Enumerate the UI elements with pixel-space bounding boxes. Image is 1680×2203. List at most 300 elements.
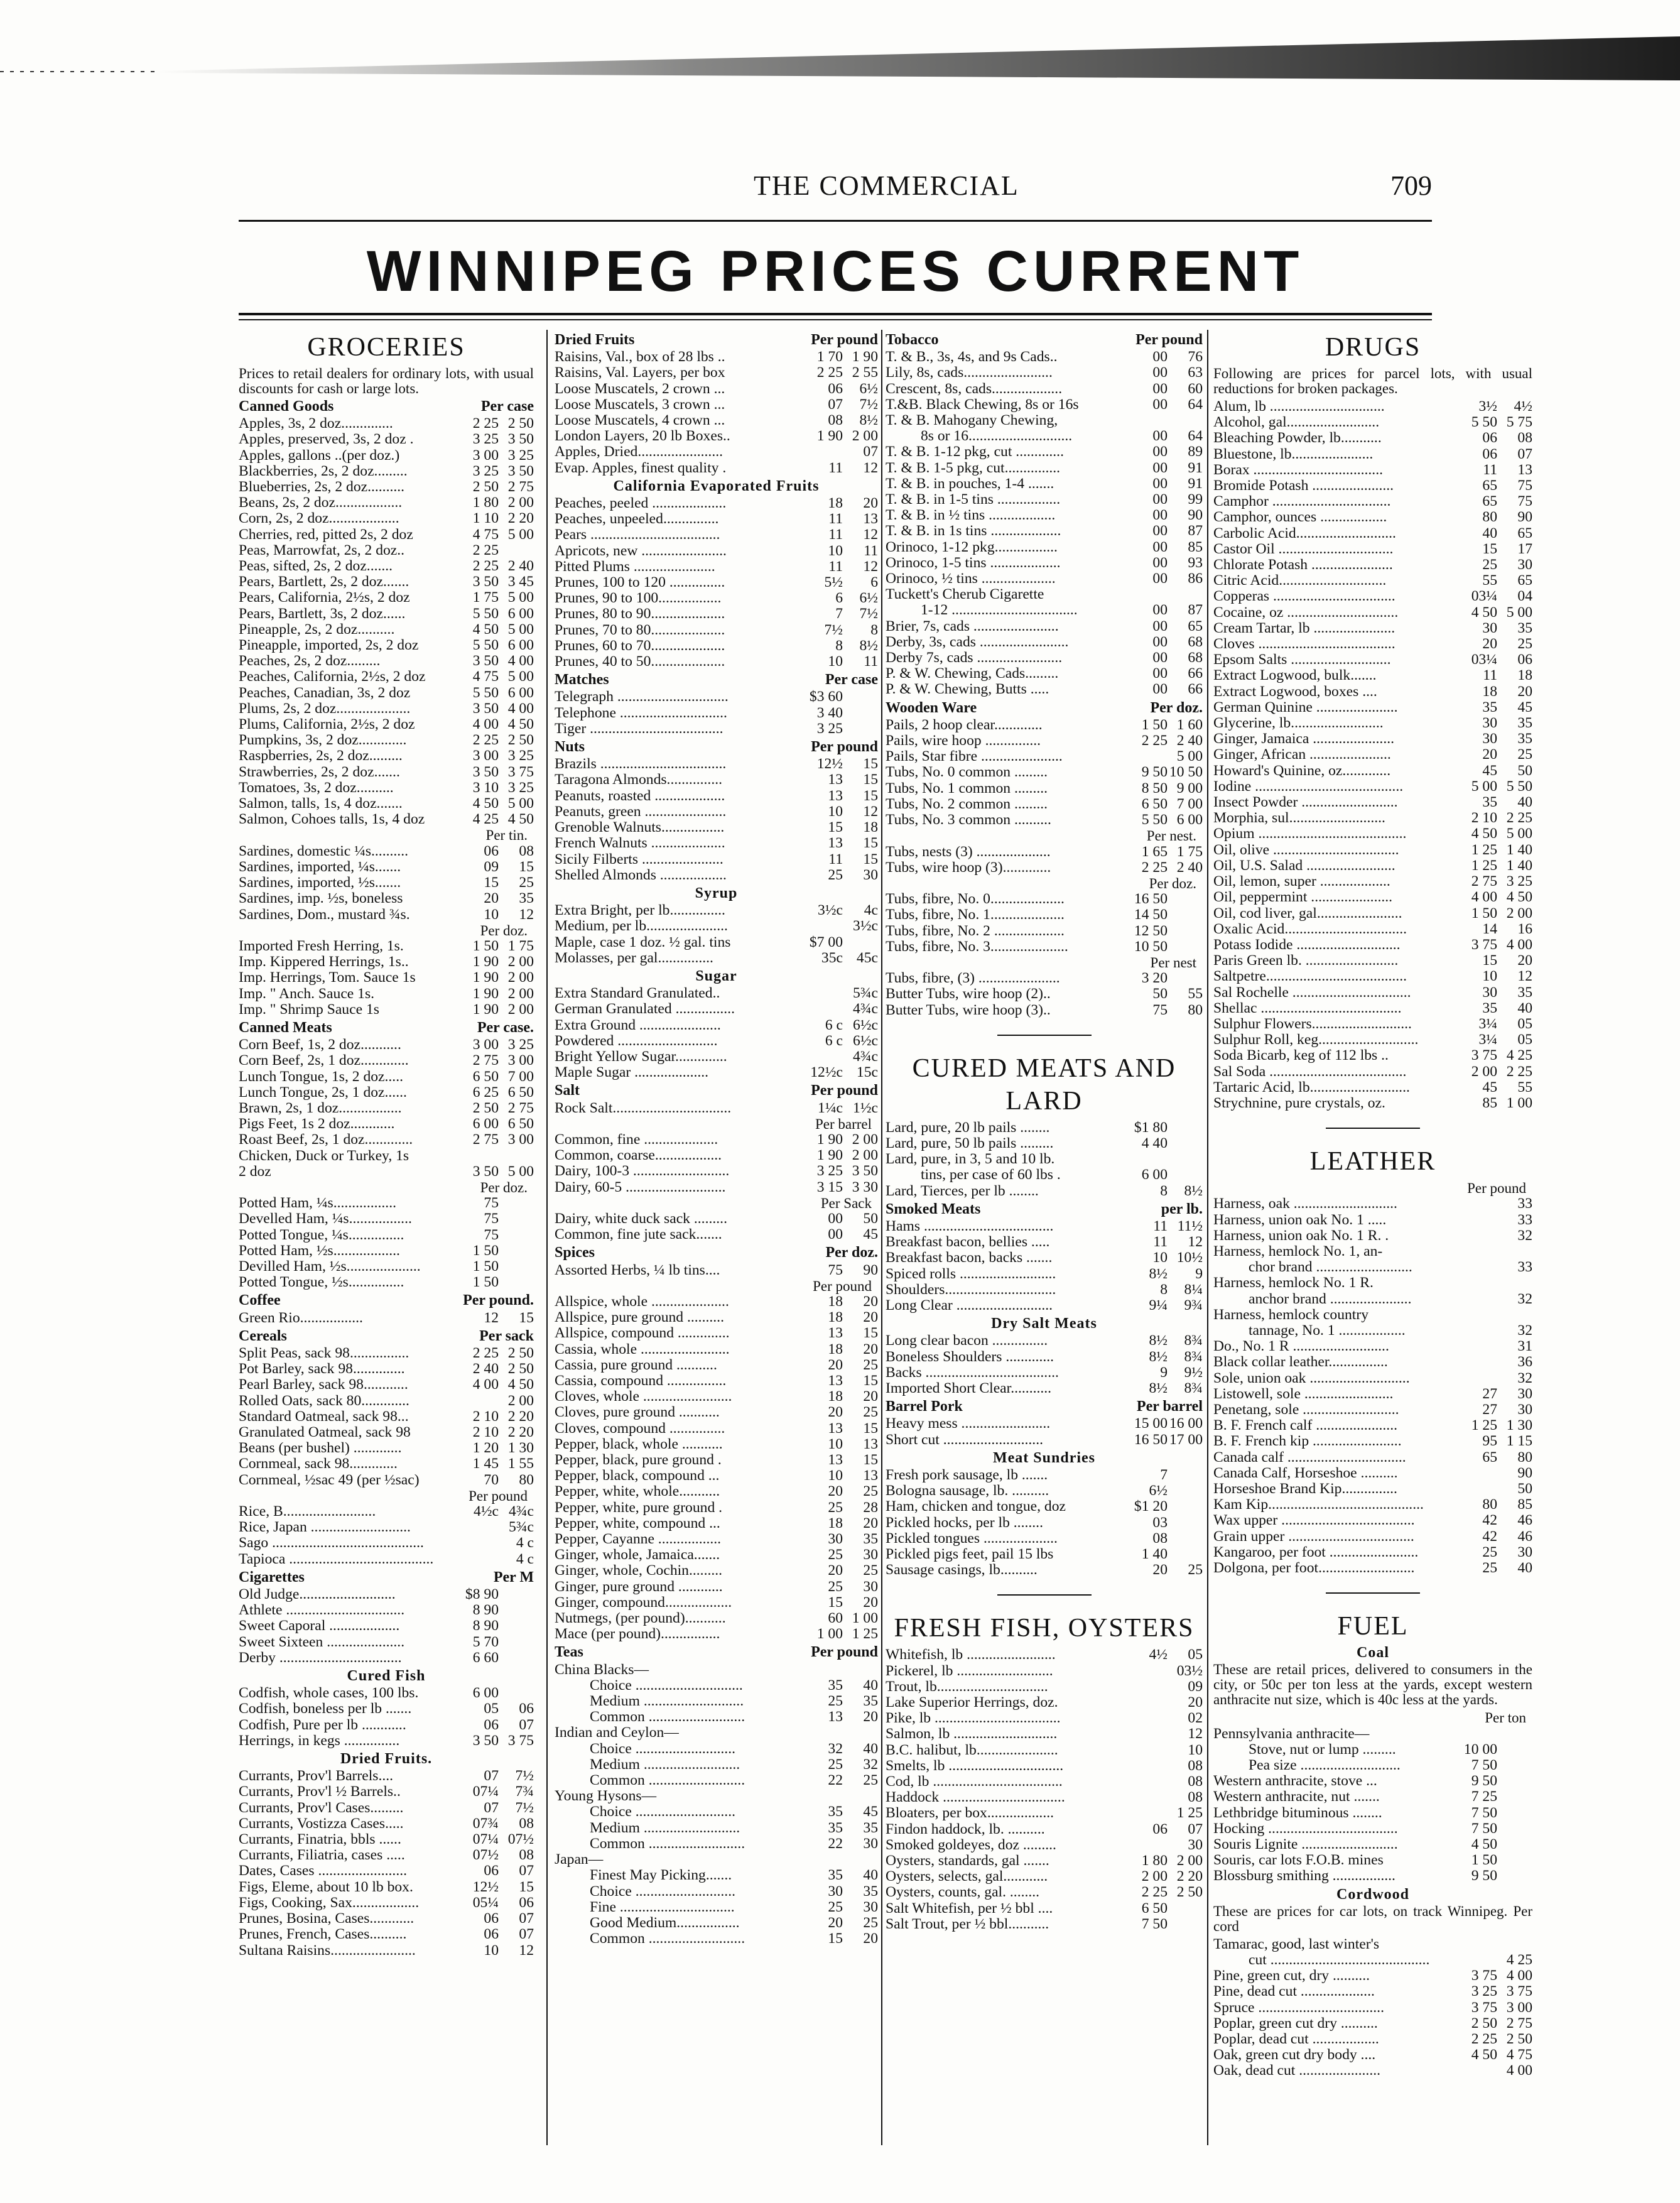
price-high: 68 <box>1188 650 1203 666</box>
price-row <box>239 732 534 748</box>
price-row <box>555 1915 878 1931</box>
price-high: 15 <box>863 1325 878 1342</box>
price-low: 2 00 <box>1471 1063 1497 1080</box>
price-row <box>886 1562 1203 1578</box>
price-low: 4½ <box>1149 1646 1168 1663</box>
price-low: 32 <box>828 1740 843 1757</box>
item-name: Pumpkins, 3s, 2 doz............. <box>239 732 407 749</box>
price-high: 46 <box>1517 1512 1532 1529</box>
price-row <box>555 868 878 883</box>
item-name: Maple Sugar .................... <box>555 1065 709 1081</box>
price-high <box>1497 1821 1532 1837</box>
item-name: French Walnuts .................... <box>555 835 725 852</box>
subsection-unit: Per pound <box>811 1082 878 1099</box>
price-row <box>886 666 1203 682</box>
price-low: 35 <box>828 1677 843 1694</box>
subsection-name: Dried Fruits <box>555 332 635 348</box>
item-name: Peaches, 2s, 2 doz......... <box>239 653 381 670</box>
price-high: 08 <box>519 1847 534 1864</box>
price-row <box>886 1483 1203 1499</box>
item-name: Butter Tubs, wire hoop (2).. <box>886 986 1051 1003</box>
price-high: 4 50 <box>507 811 534 828</box>
item-name: Tubs, No. 1 common ......... <box>886 780 1048 797</box>
item-name: Herrings, in kegs ............... <box>239 1732 400 1749</box>
price-low: 3½c <box>818 902 843 919</box>
price-high <box>1497 1805 1532 1821</box>
price-high: 2 75 <box>507 479 534 496</box>
price-low: 11 <box>1483 667 1497 684</box>
item-name: 8s or 16............................ <box>921 428 1073 445</box>
item-name: Trout, lb.............................. <box>886 1678 1048 1695</box>
price-row <box>239 574 534 590</box>
price-high: 4c <box>864 902 878 919</box>
price-row <box>1213 1497 1532 1513</box>
price-low <box>1132 1837 1168 1853</box>
item-name: Stove, nut or lump ......... <box>1249 1741 1396 1758</box>
price-high: 5 50 <box>1506 778 1532 795</box>
subsection-name: Coffee <box>239 1292 281 1309</box>
price-low: 1¼c <box>818 1099 843 1116</box>
price-row <box>555 1678 878 1694</box>
price-low <box>1462 1228 1497 1244</box>
item-name: Howard's Quinine, oz............. <box>1213 763 1391 779</box>
price-row <box>239 1650 534 1666</box>
price-row <box>1213 1354 1532 1370</box>
unit-label: Per Sack <box>820 1195 872 1211</box>
item-name: Dolgona, per foot.......................... <box>1213 1560 1415 1577</box>
price-row <box>555 1836 878 1852</box>
price-row <box>555 705 878 721</box>
item-name: Lily, 8s, cads........................ <box>886 365 1053 381</box>
price-low: 1 90 <box>472 985 499 1002</box>
item-name: Old Judge.......................... <box>239 1587 396 1603</box>
price-high: 35 <box>863 1531 878 1548</box>
item-name: Harness, oak ............................ <box>1213 1196 1397 1212</box>
price-high <box>499 1650 534 1666</box>
price-high: 4 25 <box>1506 1047 1532 1064</box>
price-low: $7 00 <box>809 933 843 950</box>
price-low: 10 <box>828 1435 843 1452</box>
price-low: 3 25 <box>1471 1983 1497 2000</box>
price-low: 4 50 <box>1471 1836 1497 1853</box>
item-name: Telephone ............................. <box>555 705 727 721</box>
price-high: 80 <box>1517 1449 1532 1466</box>
price-low: 25 <box>1482 1543 1497 1560</box>
price-low <box>1132 1805 1168 1821</box>
item-name: Strychnine, pure crystals, oz. <box>1213 1095 1385 1111</box>
price-low: 12 <box>484 1309 499 1326</box>
price-row <box>555 365 878 381</box>
subsection-heading: Sugar <box>695 967 737 984</box>
price-row <box>555 1294 878 1310</box>
price-high: 4¾c <box>853 1001 878 1018</box>
item-name: Prunes, 40 to 50.................... <box>555 654 725 670</box>
price-high: 30 <box>863 1898 878 1915</box>
price-row <box>1213 1742 1532 1758</box>
price-row <box>239 1520 534 1535</box>
price-row <box>555 1611 878 1626</box>
item-name: cut ........................................... <box>1249 1952 1430 1969</box>
section-heading: FUEL <box>1337 1612 1409 1641</box>
item-name: Insect Powder .......................... <box>1213 795 1398 811</box>
price-low: 14 <box>1482 920 1497 937</box>
price-high: 5 00 <box>507 526 534 543</box>
price-row <box>239 1116 534 1132</box>
price-low: 42 <box>1482 1528 1497 1545</box>
item-name: Assorted Herbs, ¼ lb tins.... <box>555 1262 720 1278</box>
price-row <box>239 1132 534 1148</box>
price-low <box>463 1552 499 1567</box>
price-high: 20 <box>863 1930 878 1947</box>
subsection-header <box>886 700 1203 716</box>
price-high <box>499 1602 534 1618</box>
item-name: Peaches, peeled .................... <box>555 496 727 512</box>
item-name: tannage, No. 1 .................. <box>1249 1322 1406 1339</box>
item-name: Prunes, 90 to 100................. <box>555 590 722 607</box>
item-name: Sole, union oak ........................... <box>1213 1370 1410 1386</box>
item-name: Western anthracite, stove ... <box>1213 1773 1377 1790</box>
price-row <box>555 654 878 670</box>
item-name: Beans, 2s, 2 doz.................. <box>239 495 403 511</box>
item-name: Salmon, lb ............................ <box>886 1726 1058 1743</box>
price-high: 2 75 <box>507 1099 534 1116</box>
price-high: 12 <box>1188 1726 1203 1743</box>
price-high: 1 60 <box>1176 716 1203 733</box>
price-row <box>1213 668 1532 683</box>
price-high: 45 <box>1517 699 1532 715</box>
item-name: Codfish, boneless per lb ....... <box>239 1701 412 1717</box>
price-low: 75 <box>484 1195 499 1212</box>
price-low: 1 50 <box>1471 905 1497 922</box>
price-low: 1 50 <box>472 1258 499 1275</box>
price-high: 30 <box>863 1835 878 1852</box>
item-name: Harness, hemlock country <box>1213 1307 1369 1323</box>
price-row <box>1213 1968 1532 1984</box>
item-name: Grenoble Walnuts................. <box>555 820 725 836</box>
price-low: 3 15 <box>816 1178 843 1195</box>
item-name: Crescent, 8s, cads................... <box>886 381 1063 397</box>
price-high: 7 00 <box>507 1068 534 1085</box>
price-row <box>555 590 878 606</box>
item-name: Lard, pure, 20 lb pails ........ <box>886 1119 1050 1136</box>
price-low: 8 90 <box>472 1618 499 1635</box>
item-name: Tubs, fibre, No. 0.................... <box>886 891 1065 908</box>
price-low: 10 <box>828 653 843 670</box>
price-high: 08 <box>1188 1773 1203 1790</box>
item-name: Cherries, red, pitted 2s, 2 doz <box>239 526 413 543</box>
price-high <box>1168 1499 1203 1515</box>
price-low: 06 <box>484 1716 499 1733</box>
price-high: 20 <box>863 1515 878 1531</box>
price-row <box>555 349 878 365</box>
price-high: 12 <box>863 803 878 820</box>
price-row <box>886 1885 1203 1900</box>
price-high: 4 00 <box>1506 936 1532 953</box>
item-name: Extra Bright, per lb............... <box>555 903 725 919</box>
price-high <box>1497 1307 1532 1323</box>
price-row <box>239 1409 534 1425</box>
price-row <box>239 891 534 906</box>
price-high: 93 <box>1188 554 1203 571</box>
item-name: Boneless Shoulders ............. <box>886 1349 1054 1365</box>
price-low: 08 <box>1152 1530 1168 1547</box>
price-high: 25 <box>863 1404 878 1421</box>
price-row <box>555 1626 878 1642</box>
price-low: 00 <box>1152 380 1168 397</box>
price-high: 3 25 <box>507 748 534 764</box>
price-low: 18 <box>828 1293 843 1310</box>
item-name: Potted Ham, ¼s................. <box>239 1195 397 1212</box>
item-name: Apples, Dried....................... <box>555 444 723 460</box>
item-name: Standard Oatmeal, sack 98... <box>239 1408 409 1425</box>
price-low: 3 00 <box>472 1036 499 1053</box>
price-high: 32 <box>863 1756 878 1773</box>
item-name: Granulated Oatmeal, sack 98 <box>239 1425 411 1440</box>
price-high: 20 <box>1188 1694 1203 1711</box>
price-high: 86 <box>1188 570 1203 587</box>
price-high: 28 <box>863 1499 878 1516</box>
item-name: Tubs, No. 3 common .......... <box>886 812 1051 829</box>
price-high: 6½c <box>853 1032 878 1049</box>
price-low: 40 <box>1482 525 1497 541</box>
price-low: 06 <box>1152 1820 1168 1837</box>
price-row <box>886 1515 1203 1531</box>
price-row <box>239 495 534 511</box>
price-high: 08 <box>519 1815 534 1832</box>
price-low: 30 <box>1482 984 1497 1001</box>
price-low: 1 90 <box>816 1131 843 1148</box>
price-high: 4¾c <box>509 1503 534 1520</box>
item-name: Strawberries, 2s, 2 doz....... <box>239 764 400 780</box>
price-low: 07 <box>484 1799 499 1816</box>
price-row <box>555 1342 878 1357</box>
price-row <box>886 1531 1203 1547</box>
item-name: Pike, lb .................................. <box>886 1711 1061 1727</box>
item-name: T.&B. Black Chewing, 8s or 16s <box>886 396 1079 413</box>
price-row <box>1213 937 1532 953</box>
item-name: Bologna sausage, lb. .......... <box>886 1483 1049 1499</box>
price-high: 4 c <box>516 1535 534 1552</box>
item-name: Pepper, white, compound ... <box>555 1515 720 1531</box>
price-high: 25 <box>863 1914 878 1931</box>
price-row <box>886 923 1203 939</box>
price-low: 1 90 <box>816 428 843 445</box>
price-row <box>239 1069 534 1085</box>
price-low: 15 <box>828 1930 843 1947</box>
price-row <box>555 496 878 511</box>
item-name: Common, fine jute sack....... <box>555 1227 722 1243</box>
price-high: 3½c <box>853 918 878 935</box>
price-row <box>886 1120 1203 1136</box>
price-high: 2 50 <box>1176 1884 1203 1901</box>
price-high: 35 <box>1517 619 1532 636</box>
price-low: 00 <box>1152 538 1168 555</box>
unit-label: Per barrel <box>815 1116 872 1132</box>
item-name: Orinoco, ½ tins .................... <box>886 571 1056 587</box>
price-low: 3 75 <box>1471 1999 1497 2016</box>
price-low: 11 <box>828 558 843 575</box>
item-name: Cornmeal, sack 98............. <box>239 1456 398 1472</box>
price-row <box>555 460 878 476</box>
price-row <box>239 1037 534 1053</box>
item-name: Sardines, imported, ½s....... <box>239 875 401 891</box>
price-row <box>886 1266 1203 1282</box>
price-row <box>1213 1292 1532 1307</box>
item-name: anchor brand ...................... <box>1249 1291 1412 1307</box>
price-low: 4 50 <box>1471 2047 1497 2064</box>
price-row <box>1213 589 1532 604</box>
price-high: 32 <box>1517 1227 1532 1244</box>
masthead-rule-thin <box>239 319 1432 320</box>
item-name: Camphor ................................ <box>1213 494 1391 510</box>
price-high: 2 00 <box>507 494 534 511</box>
price-high: 5 75 <box>1506 414 1532 431</box>
price-low: 85 <box>1482 1094 1497 1111</box>
item-name: Allspice, compound .............. <box>555 1325 730 1342</box>
price-low: 3 00 <box>472 447 499 464</box>
item-name: Beans (per bushel) ............. <box>239 1440 402 1457</box>
price-high: 50 <box>863 1210 878 1227</box>
price-low: 4 40 <box>1141 1134 1168 1151</box>
price-high: 40 <box>863 1740 878 1757</box>
item-name: Tubs, wire hoop (3)............. <box>886 859 1051 876</box>
price-high: 1 40 <box>1506 841 1532 858</box>
price-low: 2 10 <box>1471 810 1497 827</box>
price-row <box>1213 1773 1532 1789</box>
item-name: Brazils .................................. <box>555 756 727 773</box>
price-row <box>555 1227 878 1243</box>
price-high: 3 50 <box>507 462 534 479</box>
item-name: Canada calf ................................ <box>1213 1449 1406 1466</box>
price-row <box>555 559 878 575</box>
price-row <box>239 1472 534 1488</box>
item-name: Cod, lb ................................... <box>886 1774 1063 1790</box>
price-row <box>1213 2063 1532 2079</box>
price-low: 11 <box>828 526 843 543</box>
price-low: 25 <box>828 1499 843 1516</box>
price-high: 30 <box>863 1578 878 1595</box>
price-low: 2 10 <box>472 1424 499 1440</box>
price-high: 20 <box>863 495 878 512</box>
price-high: 87 <box>1188 523 1203 540</box>
subsection-unit: Per doz. <box>825 1244 878 1261</box>
item-name: Heavy mess ........................ <box>886 1416 1051 1432</box>
price-row <box>886 1298 1203 1314</box>
price-low: 8½ <box>1149 1265 1168 1282</box>
item-name: Good Medium................. <box>590 1915 740 1931</box>
price-row <box>555 1018 878 1033</box>
price-row <box>886 1219 1203 1234</box>
price-low: 6½ <box>1149 1482 1168 1499</box>
price-low: 5 50 <box>1141 812 1168 829</box>
price-low: 4 75 <box>472 526 499 543</box>
price-high: 15 <box>863 1420 878 1437</box>
item-name: Oil, peppermint ...................... <box>1213 889 1393 906</box>
price-row <box>886 1282 1203 1298</box>
price-low <box>463 1393 499 1409</box>
item-name: Raisins, Val. Layers, per box <box>555 365 725 381</box>
price-low: 4 50 <box>1471 825 1497 842</box>
price-row <box>886 1711 1203 1726</box>
item-name: Alcohol, gal......................... <box>1213 415 1380 431</box>
price-low: 3 50 <box>472 1732 499 1749</box>
price-row <box>1213 1952 1532 1968</box>
price-row <box>239 1504 534 1520</box>
price-high: 2 00 <box>507 1392 534 1409</box>
price-row <box>239 1943 534 1959</box>
price-high: 40 <box>863 1867 878 1884</box>
price-high: 2 50 <box>507 415 534 432</box>
price-high: 35 <box>1517 715 1532 732</box>
price-row <box>239 1275 534 1290</box>
price-low: 00 <box>1152 507 1168 524</box>
price-row <box>886 1837 1203 1853</box>
item-name: Whitefish, lb ........................ <box>886 1647 1056 1663</box>
price-row <box>239 796 534 812</box>
price-row <box>886 1917 1203 1932</box>
item-name: Sardines, imp. ½s, boneless <box>239 891 403 907</box>
price-low: 13 <box>828 1452 843 1469</box>
item-name: Peas, sifted, 2s, 2 doz....... <box>239 558 393 575</box>
price-high <box>1168 923 1203 939</box>
item-name: Peaches, unpeeled............... <box>555 511 719 528</box>
price-low: 15 <box>1482 540 1497 557</box>
price-row <box>239 938 534 954</box>
item-name: Common .......................... <box>590 1773 745 1789</box>
subsection-unit: Per pound <box>811 1644 878 1661</box>
price-row <box>1213 1402 1532 1418</box>
price-high: 2 20 <box>507 510 534 527</box>
price-high: 50 <box>1517 1481 1532 1497</box>
item-name: Pineapple, imported, 2s, 2 doz <box>239 638 419 654</box>
item-name: Pepper, white, whole........... <box>555 1484 720 1500</box>
price-row <box>555 1065 878 1080</box>
price-high: 13 <box>863 511 878 528</box>
price-row <box>555 820 878 835</box>
price-high: 3 00 <box>1506 1999 1532 2016</box>
price-row <box>1213 573 1532 589</box>
price-high: 63 <box>1188 364 1203 381</box>
price-high: 2 20 <box>507 1424 534 1440</box>
item-name: Castor Oil ............................... <box>1213 541 1394 557</box>
item-name: Cloves ..................................... <box>1213 636 1395 653</box>
price-high: 2 00 <box>1176 1852 1203 1869</box>
price-high: 1 25 <box>1176 1805 1203 1822</box>
item-name: Findon haddock, lb. .......... <box>886 1821 1045 1837</box>
item-name: P. & W. Chewing, Butts ..... <box>886 682 1049 698</box>
price-low <box>808 1788 843 1804</box>
price-high: 1 75 <box>507 937 534 954</box>
price-row <box>886 1853 1203 1869</box>
price-row <box>1213 1450 1532 1466</box>
price-high: 45 <box>863 1226 878 1243</box>
item-name: Prunes, French, Cases.......... <box>239 1927 407 1943</box>
subsection-unit: Per M <box>493 1569 534 1586</box>
price-row <box>1213 1481 1532 1497</box>
price-row <box>1213 1096 1532 1111</box>
price-low: 7 50 <box>1471 1820 1497 1837</box>
price-high: 33 <box>1517 1211 1532 1228</box>
price-row <box>886 1758 1203 1774</box>
price-high: 1 75 <box>1176 843 1203 860</box>
price-low: 3¼ <box>1478 1015 1497 1032</box>
price-row <box>1213 636 1532 652</box>
item-name: Cassia, compound ................ <box>555 1373 727 1389</box>
price-high <box>1168 587 1203 602</box>
price-row <box>555 788 878 804</box>
price-low: 3 25 <box>472 462 499 479</box>
price-high: 06 <box>1517 651 1532 668</box>
